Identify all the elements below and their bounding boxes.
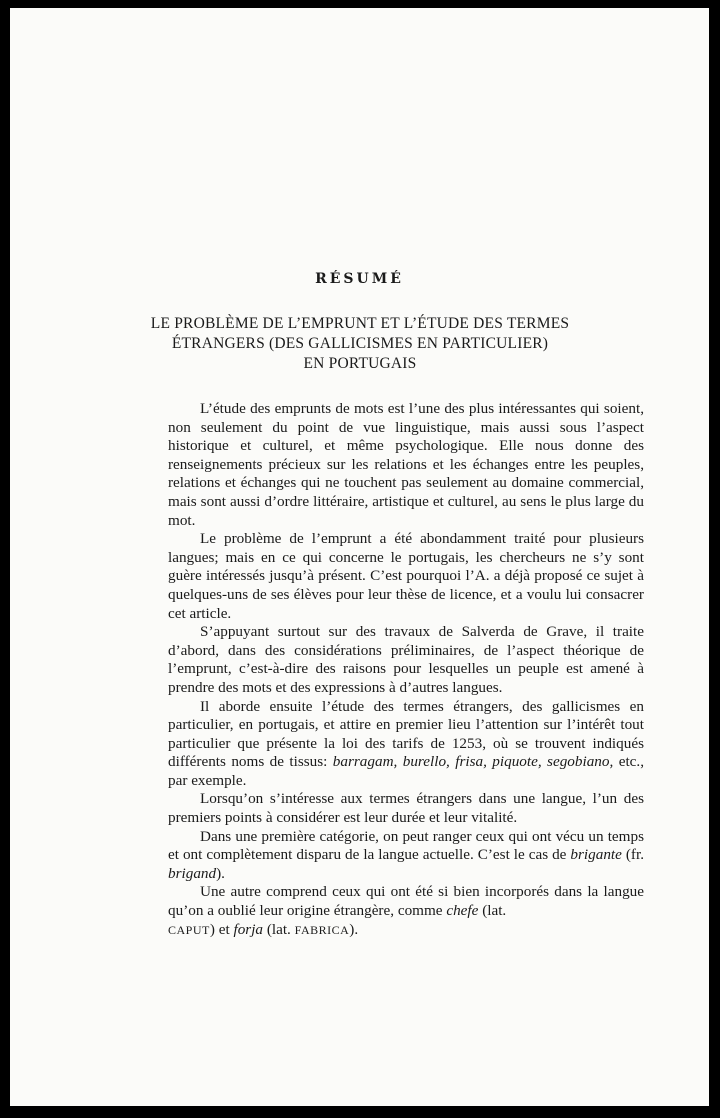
paragraph-1: L’étude des emprunts de mots est l’une des plus intéressantes qui soient, non seulement du point de vue linguistique, mais aussi sous l’aspect historique et culturel, et même psychologique. Elle nous donne des renseignements précieux sur les relations et les échanges entre les peuples, relations et échanges qui ne touchent pas seulement au domaine commercial, mais sont aussi d’ordre littéraire, artistique et culturel, au sens le plus large du mot. <box>168 400 644 529</box>
latin-caput: CAPUT <box>168 922 210 937</box>
article-body <box>168 400 644 939</box>
paragraph-3: S’appuyant surtout sur des travaux de Salverda de Grave, il traite d’abord, dans des considérations préliminaires, de l’aspect théorique de l’emprunt, c’est-à-dire des raisons pour lesquelles un peuple est amené à prendre des mots et des expressions à d’autres langues. <box>168 623 644 696</box>
paragraph-7 <box>168 883 644 939</box>
title-line-1: LE PROBLÈME DE L’EMPRUNT ET L’ÉTUDE DES TERMES <box>150 315 570 332</box>
fr-prefix: (fr. <box>625 846 644 864</box>
resume-heading: RÉSUMÉ <box>315 271 404 287</box>
paragraph-7-text: Une autre comprend ceux qui ont été si bien incorporés dans la langue qu’on a oublié leur origine étrangère, comme <box>168 883 644 920</box>
title-line-2: ÉTRANGERS (DES GALLICISMES EN PARTICULIER) <box>171 335 549 352</box>
paragraph-6-end: ). <box>216 864 225 882</box>
paragraph-7-end: ). <box>349 920 359 938</box>
fabric-terms: barragam, burello, frisa, piquote, segobiano, <box>332 753 614 771</box>
lat-prefix-1: (lat. <box>482 902 507 920</box>
term-brigante: brigante <box>570 846 622 864</box>
paragraph-6 <box>168 828 644 884</box>
term-forja: forja <box>233 920 264 938</box>
latin-fabrica: FABRICA <box>294 922 350 937</box>
paragraph-7-mid: ) et <box>209 920 230 938</box>
paragraph-4-text: Il aborde ensuite l’étude des termes étrangers, des gallicismes en particulier, en portugais, et attire en premier lieu l’attention sur l’intérêt tout particulier que présente la loi des tarifs de 1253, où se trouvent indiqués différents noms de tissus: <box>168 697 644 771</box>
term-brigand: brigand <box>168 864 217 882</box>
paragraph-4 <box>168 698 644 791</box>
term-chefe: chefe <box>446 902 479 920</box>
paragraph-5: Lorsqu’on s’intéresse aux termes étrangers dans une langue, l’un des premiers points à considérer est leur durée et leur vitalité. <box>168 790 644 827</box>
paragraph-2: Le problème de l’emprunt a été abondamment traité pour plusieurs langues; mais en ce qui concerne le portugais, les chercheurs ne s’y sont guère intéressés jusqu’à présent. C’est pourquoi l’A. a déjà proposé ce sujet à quelques-uns de ses élèves pour leur thèse de licence, et a voulu lui consacrer cet article. <box>168 530 644 622</box>
document-page <box>10 8 709 1106</box>
lat-prefix-2: (lat. <box>266 920 291 938</box>
title-line-3: EN PORTUGAIS <box>303 355 417 372</box>
article-title <box>150 314 570 374</box>
paragraph-6-text: Dans une première catégorie, on peut ranger ceux qui ont vécu un temps et ont complètement disparu de la langue actuelle. C’est le cas de <box>168 827 644 864</box>
paragraph-4-end: etc., par exemple. <box>168 753 644 789</box>
